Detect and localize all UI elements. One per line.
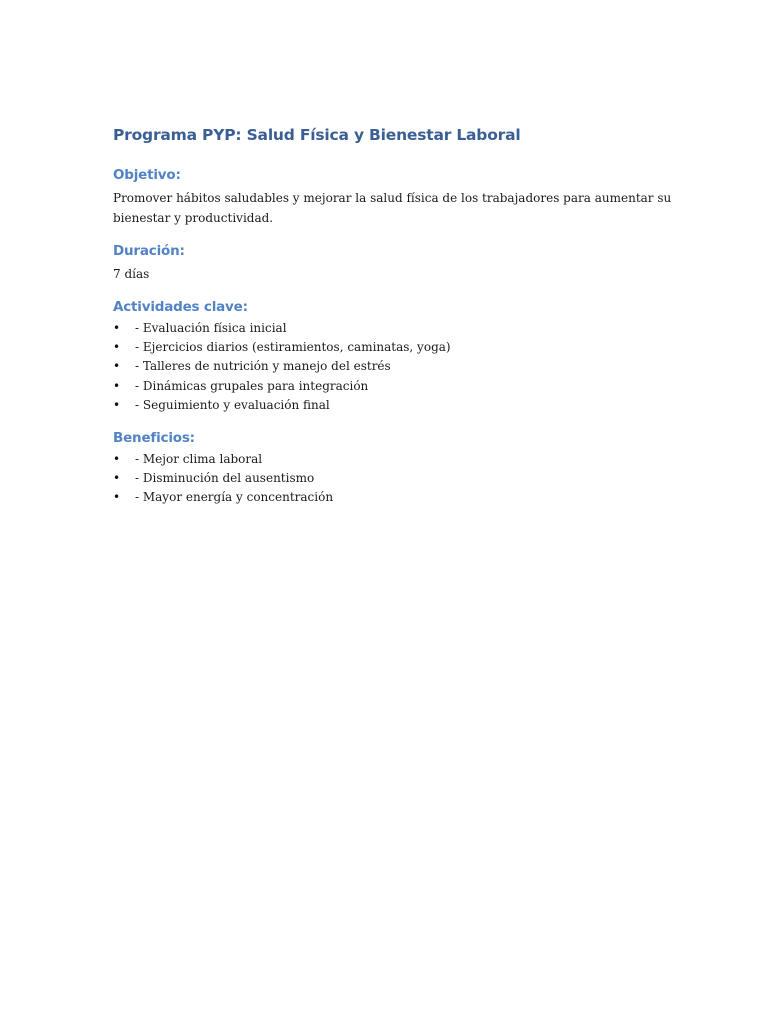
section-heading-actividades: Actividades clave: [113, 299, 248, 315]
list-item-text: - Dinámicas grupales para integración [135, 378, 369, 393]
bullet-icon: • [113, 321, 121, 335]
bullet-icon: • [113, 452, 121, 467]
list-item [113, 319, 673, 338]
list-item [113, 396, 673, 415]
list-item [113, 338, 673, 357]
section-heading-objetivo: Objetivo: [113, 167, 181, 183]
list-item [113, 377, 673, 396]
document-title: Programa PYP: Salud Física y Bienestar Laboral [113, 126, 521, 144]
list-item-text: - Seguimiento y evaluación final [135, 397, 330, 412]
list-item-text: - Evaluación física inicial [135, 321, 287, 335]
document-page [113, 124, 673, 522]
section-heading-beneficios: Beneficios: [113, 430, 195, 447]
bullet-icon: • [113, 490, 121, 505]
list-item [113, 357, 673, 376]
actividades-list [113, 319, 673, 415]
section-beneficios [113, 429, 673, 508]
list-item [113, 469, 673, 488]
bullet-icon: • [113, 471, 121, 486]
list-item [113, 488, 673, 507]
section-duracion [113, 242, 673, 284]
duracion-text: 7 días [113, 267, 150, 281]
section-objetivo [113, 166, 673, 228]
list-item [113, 450, 673, 469]
bullet-icon: • [113, 378, 121, 393]
beneficios-list [113, 450, 673, 508]
list-item-text: - Mayor energía y concentración [135, 490, 334, 505]
list-item-text: - Mejor clima laboral [135, 452, 263, 467]
list-item-text: - Talleres de nutrición y manejo del estrés [135, 359, 391, 374]
objetivo-text: Promover hábitos saludables y mejorar la salud física de los trabajadores para aumentar su bienestar y productividad. [113, 191, 672, 225]
bullet-icon: • [113, 340, 121, 355]
list-item-text: - Ejercicios diarios (estiramientos, caminatas, yoga) [135, 340, 451, 355]
bullet-icon: • [113, 397, 121, 412]
bullet-icon: • [113, 359, 121, 374]
list-item-text: - Disminución del ausentismo [135, 471, 315, 486]
section-actividades [113, 298, 673, 415]
section-heading-duracion: Duración: [113, 243, 185, 259]
